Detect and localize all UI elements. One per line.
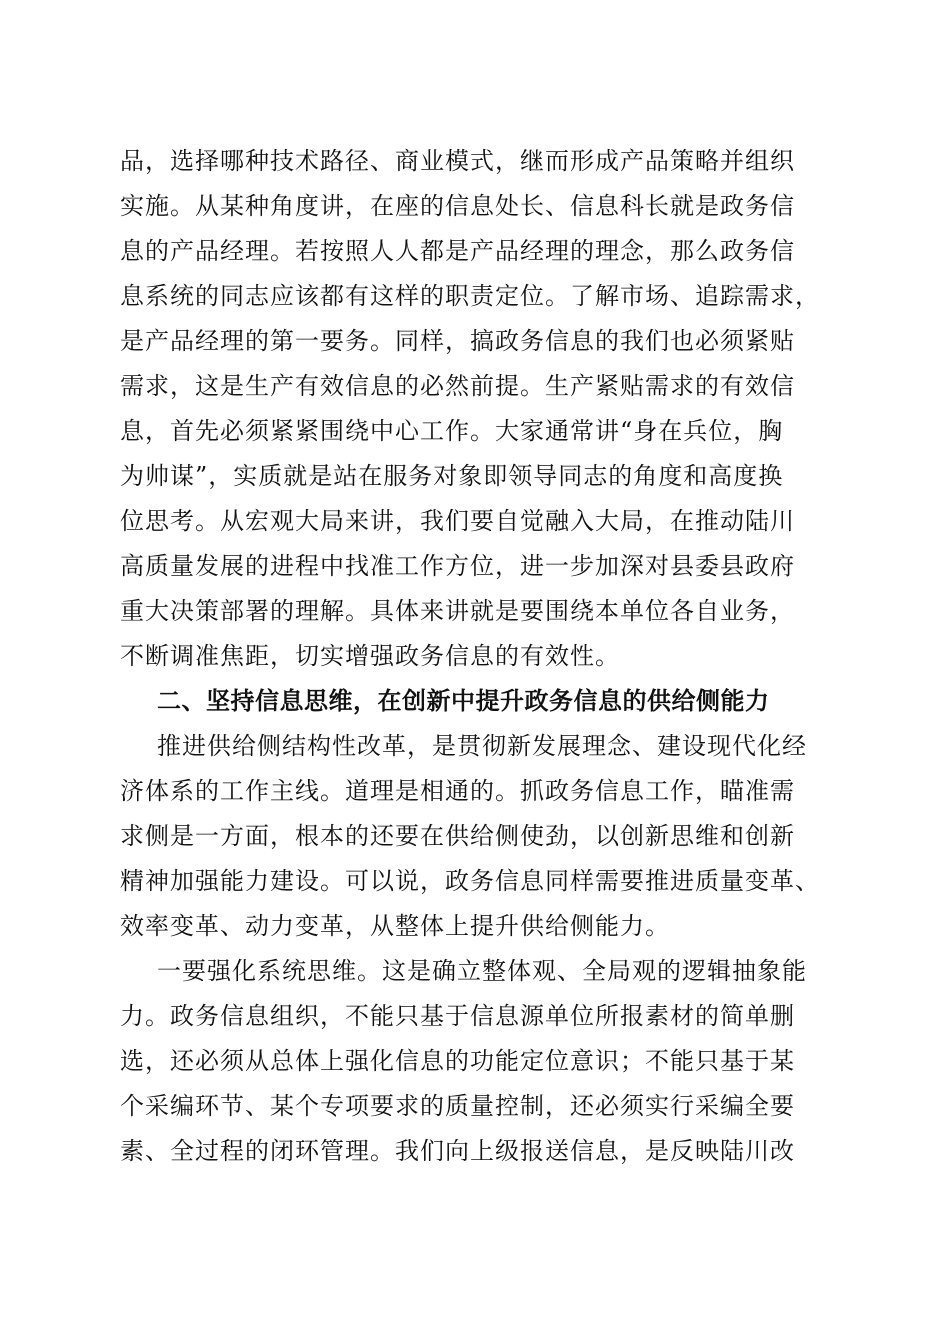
body-line: 息系统的同志应该都有这样的职责定位。了解市场、追踪需求，: [120, 282, 820, 310]
section-heading: 二、坚持信息思维，在创新中提升政务信息的供给侧能力: [157, 687, 770, 715]
body-line: 位思考。从宏观大局来讲，我们要自觉融入大局，在推动陆川: [120, 507, 795, 535]
body-line: 高质量发展的进程中找准工作方位，进一步加深对县委县政府: [120, 552, 795, 580]
body-line: 力。政务信息组织，不能只基于信息源单位所报素材的简单删: [120, 1002, 795, 1030]
body-line: 一要强化系统思维。这是确立整体观、全局观的逻辑抽象能: [157, 957, 807, 985]
body-line: 素、全过程的闭环管理。我们向上级报送信息，是反映陆川改: [120, 1137, 795, 1165]
body-line: 效率变革、动力变革，从整体上提升供给侧能力。: [120, 912, 670, 940]
body-line: 息，首先必须紧紧围绕中心工作。大家通常讲“身在兵位，胸: [120, 417, 784, 445]
body-line: 求侧是一方面，根本的还要在供给侧使劲，以创新思维和创新: [120, 822, 795, 850]
body-line: 实施。从某种角度讲，在座的信息处长、信息科长就是政务信: [120, 192, 795, 220]
body-line: 精神加强能力建设。可以说，政务信息同样需要推进质量变革、: [120, 867, 820, 895]
body-line: 是产品经理的第一要务。同样，搞政务信息的我们也必须紧贴: [120, 327, 795, 355]
body-line: 品，选择哪种技术路径、商业模式，继而形成产品策略并组织: [120, 147, 795, 175]
body-line: 推进供给侧结构性改革，是贯彻新发展理念、建设现代化经: [157, 732, 807, 760]
body-line: 为帅谋”，实质就是站在服务对象即领导同志的角度和高度换: [120, 462, 784, 490]
body-line: 息的产品经理。若按照人人都是产品经理的理念，那么政务信: [120, 237, 795, 265]
body-line: 不断调准焦距，切实增强政务信息的有效性。: [120, 642, 620, 670]
body-line: 重大决策部署的理解。具体来讲就是要围绕本单位各自业务，: [120, 597, 795, 625]
body-line: 个采编环节、某个专项要求的质量控制，还必须实行采编全要: [120, 1092, 795, 1120]
body-line: 选，还必须从总体上强化信息的功能定位意识；不能只基于某: [120, 1047, 795, 1075]
body-line: 济体系的工作主线。道理是相通的。抓政务信息工作，瞄准需: [120, 777, 795, 805]
body-line: 需求，这是生产有效信息的必然前提。生产紧贴需求的有效信: [120, 372, 795, 400]
